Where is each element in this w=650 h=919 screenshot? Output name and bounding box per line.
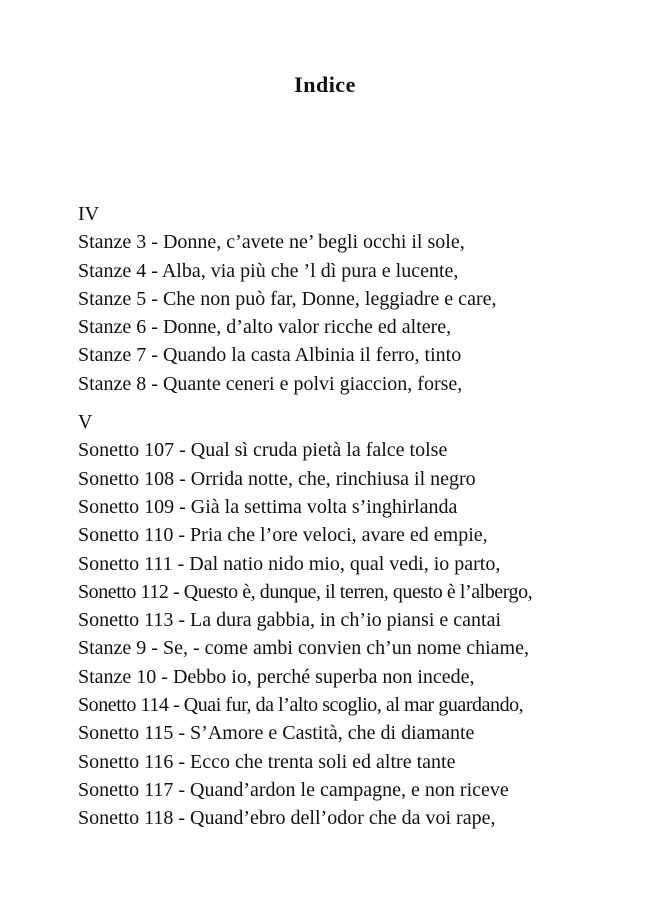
toc-entry-sonetto-107[interactable]: Sonetto 107 - Qual sì cruda pietà la falce tolse [78, 439, 448, 462]
toc-entry-stanze-6[interactable]: Stanze 6 - Donne, d’alto valor ricche ed altere, [78, 316, 452, 339]
toc-entry-sonetto-113[interactable]: Sonetto 113 - La dura gabbia, in ch’io piansi e cantai [78, 609, 502, 632]
toc-entry-sonetto-109[interactable]: Sonetto 109 - Già la settima volta s’inghirlanda [78, 495, 458, 518]
toc-entry-stanze-4[interactable]: Stanze 4 - Alba, via più che ’l dì pura e lucente, [78, 259, 459, 282]
toc-entry-sonetto-118[interactable]: Sonetto 118 - Quand’ebro dell’odor che da voi rape, [78, 807, 496, 830]
toc-entry-stanze-7[interactable]: Stanze 7 - Quando la casta Albinia il ferro, tinto [78, 344, 462, 367]
toc-entry-sonetto-108[interactable]: Sonetto 108 - Orrida notte, che, rinchiusa il negro [78, 467, 476, 490]
toc-entry-stanze-8[interactable]: Stanze 8 - Quante ceneri e polvi giaccion, forse, [78, 372, 463, 395]
toc-entry-sonetto-116[interactable]: Sonetto 116 - Ecco che trenta soli ed altre tante [78, 750, 456, 773]
table-of-contents [78, 200, 638, 833]
toc-entry-stanze-5[interactable]: Stanze 5 - Che non può far, Donne, leggiadre e care, [78, 287, 497, 310]
toc-entry-sonetto-111[interactable]: Sonetto 111 - Dal natio nido mio, qual vedi, io parto, [78, 552, 501, 575]
toc-entry-sonetto-110[interactable]: Sonetto 110 - Pria che l’ore veloci, avare ed empie, [78, 524, 488, 547]
toc-entry-stanze-10[interactable]: Stanze 10 - Debbo io, perché superba non incede, [78, 665, 475, 688]
section-label-iv: IV [78, 203, 100, 225]
toc-entry-sonetto-115[interactable]: Sonetto 115 - S’Amore e Castità, che di diamante [78, 722, 475, 745]
toc-entry-sonetto-112[interactable]: Sonetto 112 - Questo è, dunque, il terren, questo è l’albergo, [78, 580, 533, 603]
toc-entry-stanze-9[interactable]: Stanze 9 - Se, - come ambi convien ch’un nome chiame, [78, 637, 529, 660]
section-label-v: V [78, 411, 93, 434]
page-title: Indice [294, 72, 356, 97]
toc-entry-sonetto-114[interactable]: Sonetto 114 - Quai fur, da l’alto scoglio, al mar guardando, [78, 694, 524, 717]
toc-entry-sonetto-117[interactable]: Sonetto 117 - Quand’ardon le campagne, e non riceve [78, 778, 509, 801]
toc-entry-stanze-3[interactable]: Stanze 3 - Donne, c’avete ne’ begli occhi il sole, [78, 231, 465, 254]
